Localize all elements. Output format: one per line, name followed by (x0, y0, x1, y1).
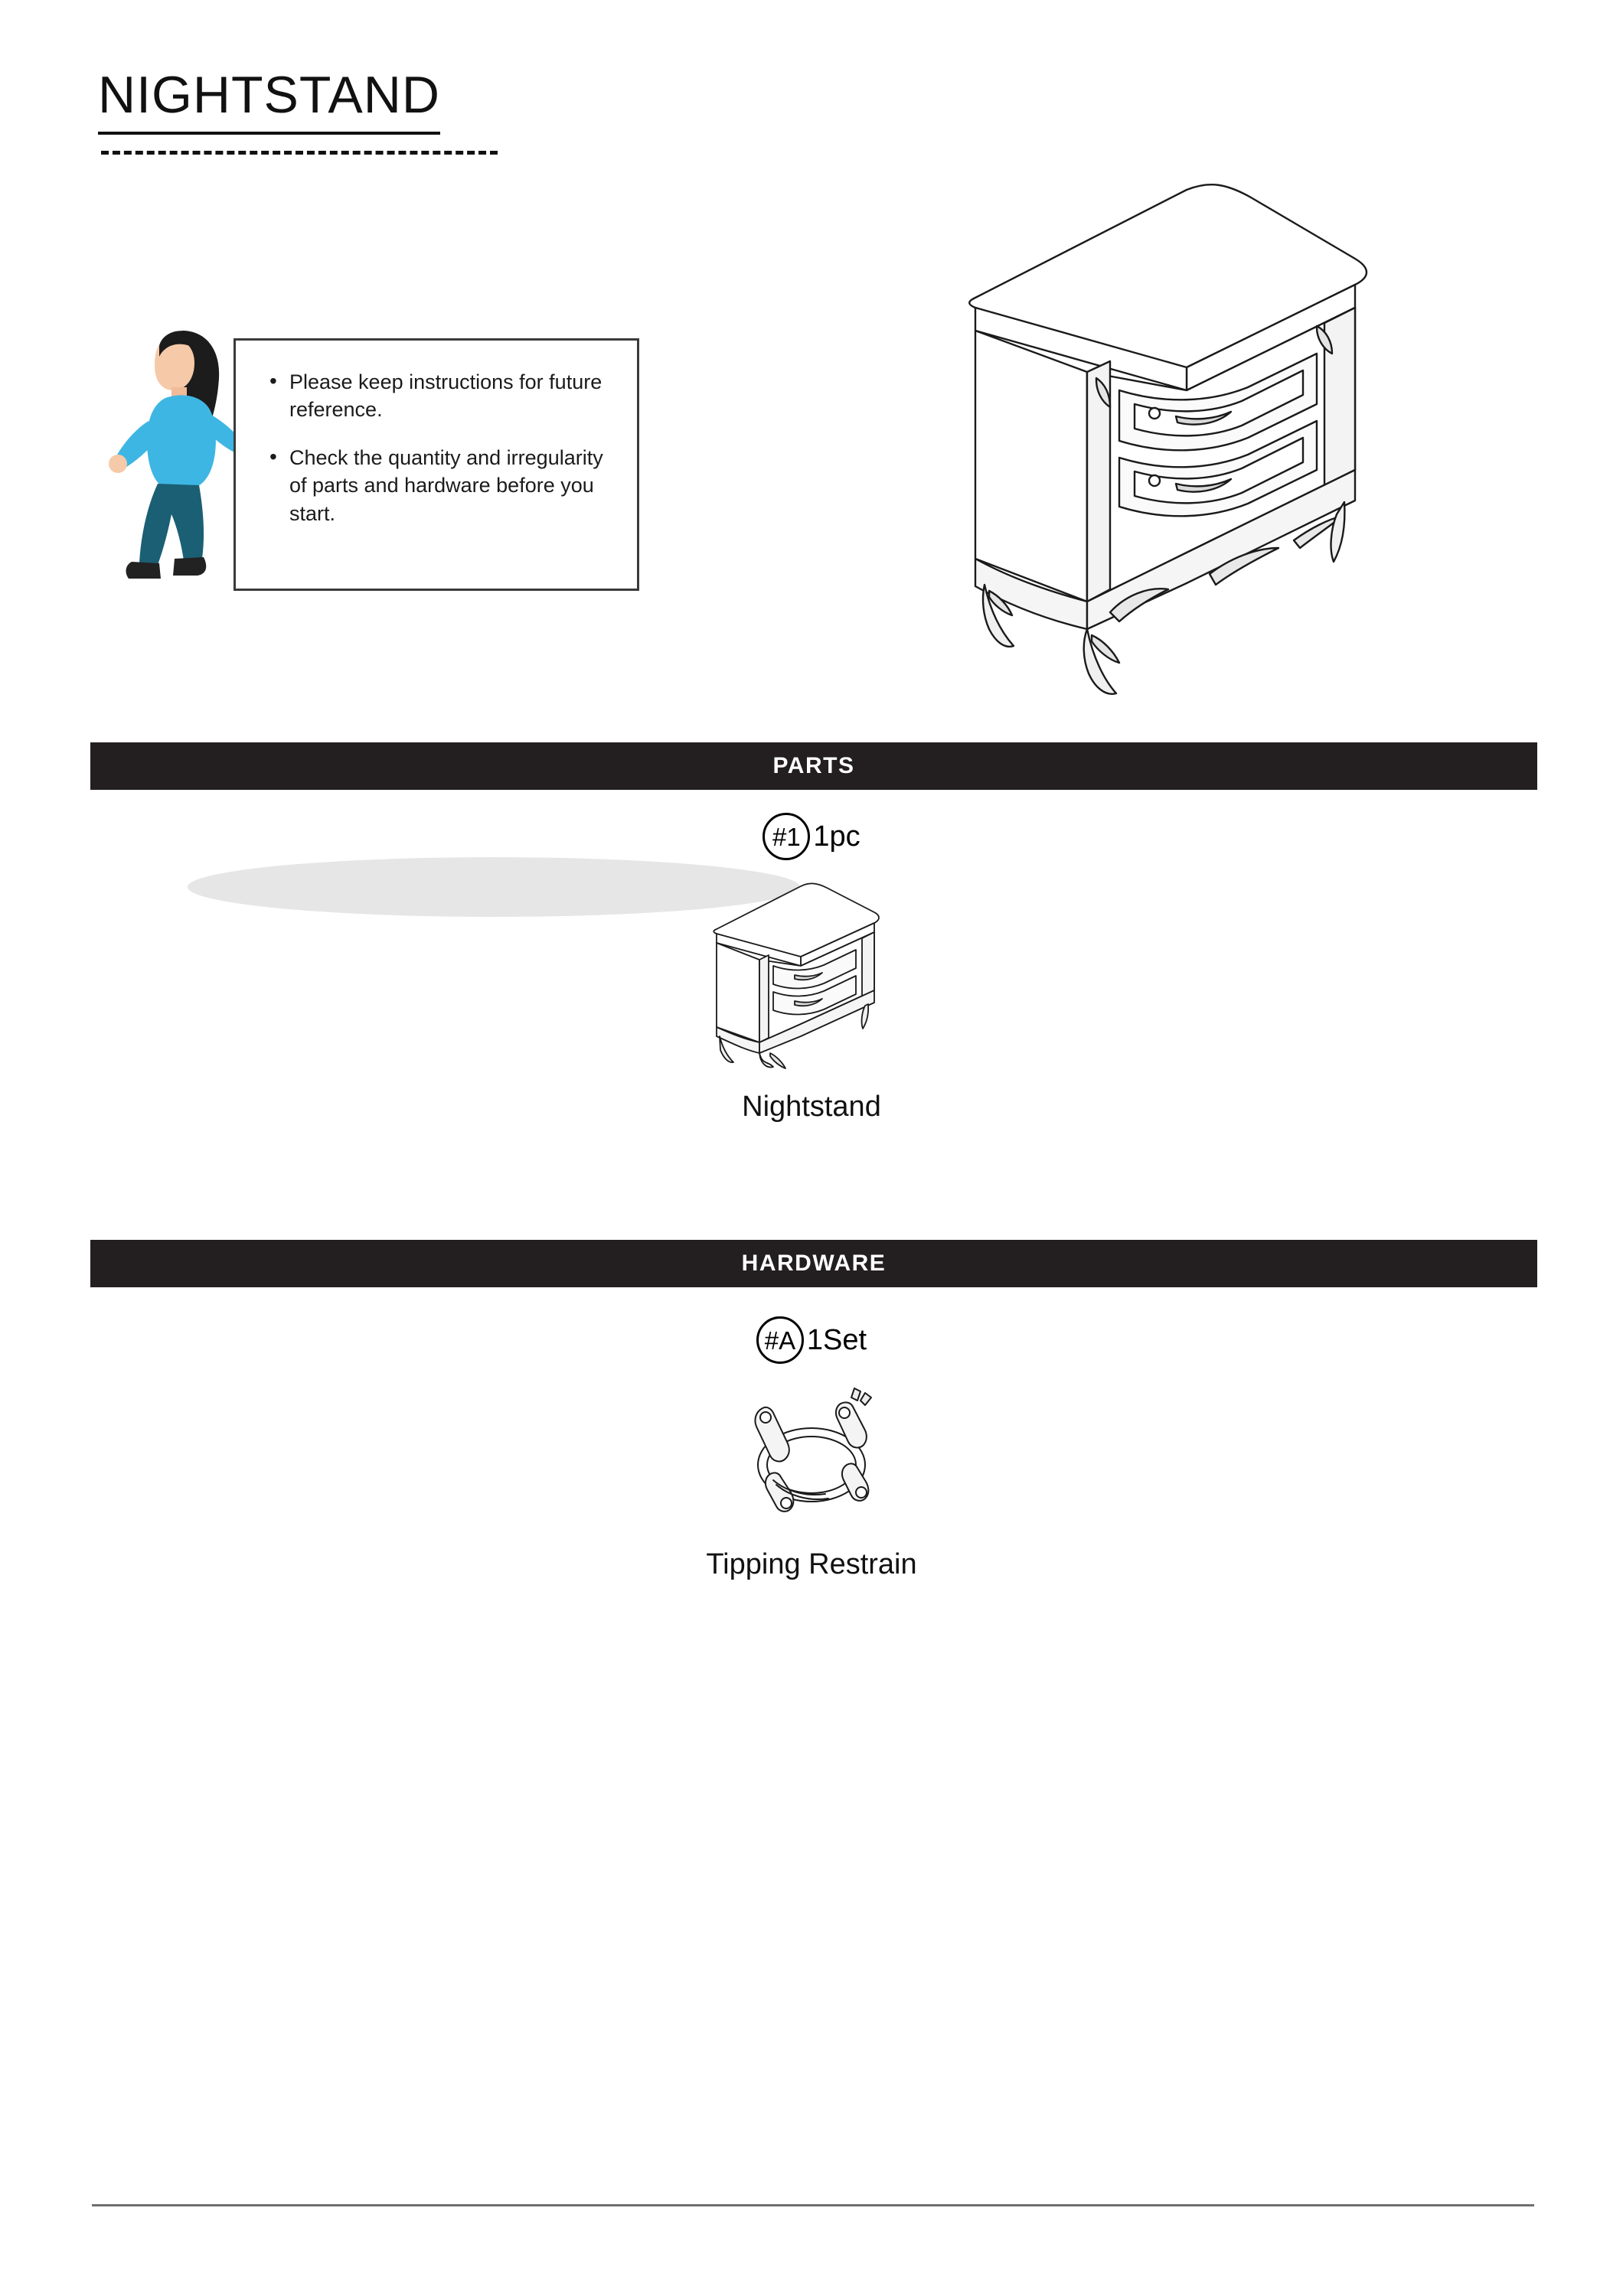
parts-item-tag-badge: #1 (763, 813, 810, 860)
section-bar-parts (90, 742, 1537, 790)
notice-bullet-list (263, 368, 614, 527)
page-title-wrap (98, 66, 440, 135)
nightstand-illustration-icon (704, 879, 919, 1070)
section-bar-hardware-label: HARDWARE (741, 1251, 887, 1276)
hardware-item-tag-badge: #A (756, 1316, 804, 1364)
tipping-restrain-illustration-icon (697, 1382, 926, 1528)
notice-bullet: • Check the quantity and irregularity of parts and hardware before you start. (263, 444, 614, 527)
parts-item-nightstand (582, 813, 1041, 1124)
nightstand-hero-illustration (957, 161, 1432, 696)
section-bar-hardware (90, 1240, 1537, 1287)
hardware-item-label: Tipping Restrain (706, 1548, 917, 1580)
notice-bullet: • Please keep instructions for future reference. (263, 368, 614, 424)
page-title: NIGHTSTAND (98, 69, 440, 135)
hardware-item-quantity: 1Set (806, 1324, 867, 1356)
parts-item-tag-row (582, 813, 1041, 860)
title-dashed-rule (101, 147, 498, 155)
parts-item-label: Nightstand (742, 1091, 881, 1123)
hardware-item-tag-row (582, 1316, 1041, 1364)
notice-area (92, 291, 727, 651)
section-bar-parts-label: PARTS (772, 753, 855, 778)
hardware-item-tipping-restrain (582, 1316, 1041, 1581)
parts-item-quantity: 1pc (813, 820, 860, 853)
footer-divider (92, 2204, 1534, 2206)
notice-box (233, 338, 639, 591)
